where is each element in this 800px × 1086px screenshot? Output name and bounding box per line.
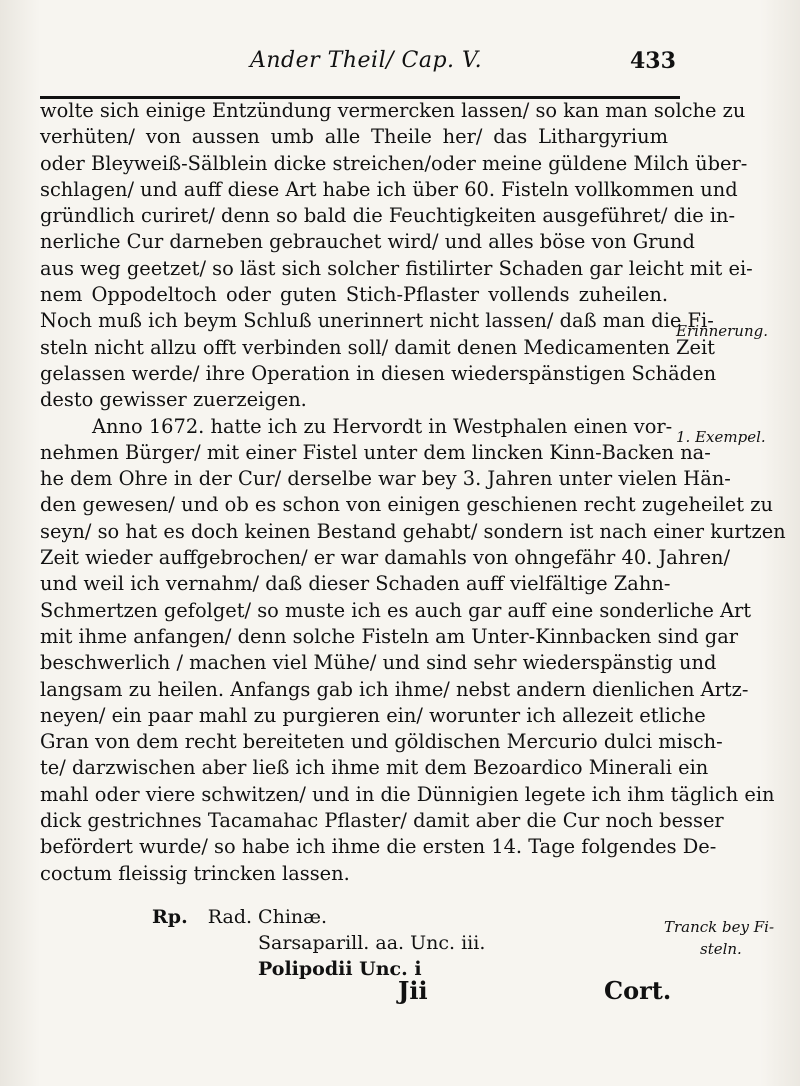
recipe-ingredient: Rad. Chinæ.: [207, 906, 328, 928]
page-number: 433: [630, 48, 676, 74]
text-line: schlagen/ und auff diese Art habe ich über 60. Fisteln vollkommen und: [40, 177, 738, 201]
margin-note-erinnerung: Erinnerung.: [676, 322, 768, 340]
recipe-ingredient: Sarsaparill. aa. Unc. iii.: [258, 932, 486, 954]
text-line: seyn/ so hat es doch keinen Bestand gehabt/ sondern ist nach einer kurtzen: [40, 519, 786, 543]
text-line: mit ihme anfangen/ denn solche Fisteln am Unter-Kinnbacken sind gar: [40, 624, 739, 648]
text-line: Noch muß ich beym Schluß unerinnert nicht lassen/ daß man die Fi-: [40, 309, 714, 333]
text-line: neyen/ ein paar mahl zu purgieren ein/ worunter ich allezeit etliche: [40, 703, 706, 727]
page-header: [40, 44, 680, 78]
text-line: befördert wurde/ so habe ich ihme die ersten 14. Tage folgendes De-: [40, 835, 717, 859]
text-line: nem Oppodeltoch oder guten Stich-Pflaster vollends zuheilen.: [40, 283, 668, 307]
text-line: gelassen werde/ ihre Operation in diesen wiederspänstigen Schäden: [40, 361, 717, 385]
text-line: den gewesen/ und ob es schon von einigen geschienen recht zugeheilet zu: [40, 493, 773, 517]
signature-mark: Jii: [398, 976, 428, 1005]
text-line: nerliche Cur darneben gebrauchet wird/ und alles böse von Grund: [40, 230, 695, 254]
text-line: Zeit wieder auffgebrochen/ er war damahls von ohngefähr 40. Jahren/: [40, 546, 731, 570]
text-line: aus weg geetzet/ so läst sich solcher fistilirter Schaden gar leicht mit ei-: [40, 256, 753, 280]
text-line: dick gestrichnes Tacamahac Pflaster/ damit aber die Cur noch besser: [40, 809, 724, 833]
text-line: mahl oder viere schwitzen/ und in die Dünnigien legete ich ihm täglich ein: [40, 782, 775, 806]
text-line: he dem Ohre in der Cur/ derselbe war bey 3. Jahren unter vielen Hän-: [40, 467, 731, 491]
running-head: Ander Theil/ Cap. V.: [250, 48, 483, 73]
margin-note-exempel: 1. Exempel.: [676, 428, 766, 446]
margin-note-tranck-cont: steln.: [700, 940, 742, 958]
text-line: wolte sich einige Entzündung vermercken lassen/ so kan man solche zu: [40, 99, 746, 122]
text-line: beschwerlich / machen viel Mühe/ und sind sehr wiederspänstig und: [40, 651, 717, 675]
text-line: und weil ich vernahm/ daß dieser Schaden auff vielfältige Zahn-: [40, 572, 671, 596]
text-line: nehmen Bürger/ mit einer Fistel unter dem lincken Kinn-Backen na-: [40, 440, 711, 464]
catchword: Cort.: [604, 976, 672, 1005]
text-line: steln nicht allzu offt verbinden soll/ damit denen Medicamenten Zeit: [40, 335, 715, 359]
recipe-ingredient: Polipodii Unc. i: [258, 958, 422, 980]
text-line: coctum fleissig trincken lassen.: [40, 861, 350, 885]
text-line: desto gewisser zuerzeigen.: [40, 388, 307, 412]
margin-note-tranck: Tranck bey Fi-: [664, 918, 775, 936]
text-line: verhüten/ von aussen umb alle Theile her/ das Lithargyrium: [40, 125, 668, 149]
text-line: Anno 1672. hatte ich zu Hervordt in Westphalen einen vor-: [92, 414, 673, 438]
text-line: te/ darzwischen aber ließ ich ihme mit dem Bezoardico Minerali ein: [40, 756, 709, 780]
text-line: Schmertzen gefolget/ so muste ich es auch gar auff eine sonderliche Art: [40, 598, 752, 622]
recipe-mark: Rp.: [152, 906, 188, 928]
text-line: gründlich curiret/ denn so bald die Feuchtigkeiten ausgeführet/ die in-: [40, 204, 736, 228]
recipe-line: [152, 904, 327, 930]
text-line: oder Bleyweiß-Sälblein dicke streichen/oder meine güldene Milch über-: [40, 151, 748, 175]
text-line: Gran von dem recht bereiteten und göldischen Mercurio dulci misch-: [40, 730, 723, 754]
text-line: langsam zu heilen. Anfangs gab ich ihme/ nebst andern dienlichen Artz-: [40, 677, 749, 701]
